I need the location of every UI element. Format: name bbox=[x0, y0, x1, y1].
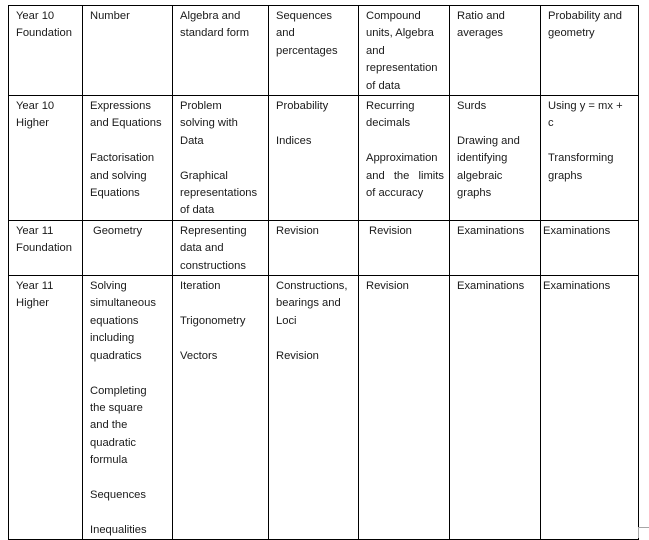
cell-line: Drawing and bbox=[457, 134, 520, 147]
row-header-year10-foundation bbox=[9, 6, 83, 96]
cell-line: and bbox=[276, 27, 295, 40]
cell-line: Year 10 bbox=[16, 10, 55, 22]
blank-line bbox=[276, 115, 353, 132]
table-row bbox=[9, 220, 639, 275]
cell-line: Expressions bbox=[90, 100, 151, 113]
table-cell bbox=[269, 96, 359, 221]
table-cell bbox=[450, 220, 541, 275]
cell-line: decimals bbox=[366, 117, 411, 130]
cell-line: identifying bbox=[457, 152, 508, 165]
cell-line: Approximation bbox=[366, 152, 438, 165]
blank-line bbox=[276, 330, 353, 347]
page-corner-marker bbox=[638, 527, 649, 538]
cell-line: of accuracy bbox=[366, 187, 424, 200]
blank-line bbox=[90, 133, 167, 150]
table-cell bbox=[173, 96, 269, 221]
table-cell bbox=[173, 6, 269, 96]
curriculum-table bbox=[8, 5, 639, 540]
cell-line: quadratics bbox=[90, 349, 142, 362]
cell-line: and Equations bbox=[90, 117, 162, 130]
table-cell bbox=[269, 276, 359, 540]
cell-line: Trigonometry bbox=[180, 314, 246, 327]
cell-line: geometry bbox=[548, 27, 595, 40]
cell-line: Probability and bbox=[548, 10, 623, 22]
cell-line: c bbox=[548, 117, 554, 130]
table-cell bbox=[83, 96, 173, 221]
cell-line: equations bbox=[90, 314, 139, 327]
table-cell bbox=[541, 276, 639, 540]
cell-line: constructions bbox=[180, 259, 246, 272]
cell-line: Examinations bbox=[543, 280, 611, 293]
cell-line: Using y = mx + bbox=[548, 100, 623, 113]
table-row bbox=[9, 276, 639, 540]
cell-line: Foundation bbox=[16, 27, 72, 40]
cell-line: Ratio and bbox=[457, 10, 505, 22]
cell-line: Year 11 bbox=[16, 280, 54, 293]
cell-line: Number bbox=[90, 10, 130, 22]
cell-line: Problem bbox=[180, 100, 222, 113]
cell-line: Loci bbox=[276, 314, 297, 327]
table-cell bbox=[173, 220, 269, 275]
cell-line: Examinations bbox=[457, 280, 525, 293]
cell-line: Factorisation bbox=[90, 152, 155, 165]
table-cell bbox=[359, 220, 450, 275]
cell-line: Foundation bbox=[16, 242, 72, 255]
cell-line: simultaneous bbox=[90, 297, 156, 310]
cell-line: standard form bbox=[180, 27, 250, 40]
table-cell bbox=[269, 220, 359, 275]
cell-line: Transforming bbox=[548, 152, 614, 165]
row-header-year11-higher bbox=[9, 276, 83, 540]
cell-line: Higher bbox=[16, 117, 49, 130]
table-cell bbox=[359, 96, 450, 221]
cell-line: Sequences bbox=[90, 488, 146, 501]
table-cell bbox=[173, 276, 269, 540]
cell-line: Probability bbox=[276, 100, 329, 113]
cell-line: solving with bbox=[180, 117, 238, 130]
table-cell bbox=[450, 276, 541, 540]
table-cell bbox=[450, 6, 541, 96]
cell-line: Sequences bbox=[276, 10, 332, 22]
cell-line: Examinations bbox=[543, 224, 611, 237]
row-header-year10-higher bbox=[9, 96, 83, 221]
cell-line: Solving bbox=[90, 280, 127, 293]
cell-line: algebraic bbox=[457, 169, 503, 182]
cell-line: Constructions, bbox=[276, 280, 348, 293]
cell-line: Revision bbox=[369, 224, 412, 237]
blank-line bbox=[90, 365, 167, 382]
cell-line: Recurring bbox=[366, 100, 415, 113]
cell-line: Representing bbox=[180, 224, 247, 237]
cell-line: the square bbox=[90, 401, 143, 414]
cell-line: including bbox=[90, 332, 135, 345]
table-cell bbox=[541, 96, 639, 221]
cell-line: and solving bbox=[90, 169, 147, 182]
blank-line bbox=[90, 470, 167, 487]
cell-line: and the limits bbox=[366, 169, 444, 182]
blank-line bbox=[180, 150, 263, 167]
cell-line: Year 10 bbox=[16, 100, 55, 113]
cell-line: of data bbox=[366, 79, 401, 92]
cell-line: graphs bbox=[457, 187, 492, 200]
cell-line: Surds bbox=[457, 100, 487, 113]
cell-line: Geometry bbox=[93, 224, 143, 237]
table-row bbox=[9, 96, 639, 221]
cell-line: quadratic bbox=[90, 436, 137, 449]
cell-line: Completing bbox=[90, 384, 147, 397]
cell-line: Graphical bbox=[180, 169, 228, 182]
cell-line: Revision bbox=[276, 349, 319, 362]
cell-line: Year 11 bbox=[16, 224, 54, 237]
blank-line bbox=[457, 115, 535, 132]
table-cell bbox=[359, 6, 450, 96]
blank-line bbox=[366, 133, 444, 150]
cell-line: of data bbox=[180, 204, 215, 217]
cell-line: Algebra and bbox=[180, 10, 241, 22]
row-header-year11-foundation bbox=[9, 220, 83, 275]
cell-line: Revision bbox=[276, 224, 319, 237]
cell-line: formula bbox=[90, 454, 128, 467]
table-cell bbox=[269, 6, 359, 96]
cell-line: Iteration bbox=[180, 280, 221, 293]
cell-line: percentages bbox=[276, 44, 338, 57]
table-row bbox=[9, 6, 639, 96]
cell-line: units, Algebra bbox=[366, 27, 434, 40]
cell-line: Inequalities bbox=[90, 523, 147, 536]
table-cell bbox=[541, 6, 639, 96]
blank-line bbox=[90, 504, 167, 521]
table-cell bbox=[541, 220, 639, 275]
table-cell bbox=[83, 276, 173, 540]
cell-line: Compound bbox=[366, 10, 421, 22]
cell-line: Data bbox=[180, 134, 204, 147]
table-cell bbox=[83, 220, 173, 275]
table-cell bbox=[83, 6, 173, 96]
cell-line: Vectors bbox=[180, 349, 218, 362]
cell-line: graphs bbox=[548, 169, 583, 182]
cell-line: bearings and bbox=[276, 297, 341, 310]
blank-line bbox=[180, 295, 263, 312]
cell-line: and bbox=[366, 44, 385, 57]
table-cell bbox=[450, 96, 541, 221]
cell-line: Indices bbox=[276, 134, 312, 147]
table-cell bbox=[359, 276, 450, 540]
cell-line: Examinations bbox=[457, 224, 525, 237]
cell-line: and the bbox=[90, 419, 128, 432]
cell-line: Equations bbox=[90, 187, 140, 200]
cell-line: Higher bbox=[16, 297, 49, 310]
cell-line: data and bbox=[180, 242, 224, 255]
blank-line bbox=[180, 330, 263, 347]
cell-line: averages bbox=[457, 27, 504, 40]
cell-line: representations bbox=[180, 187, 258, 200]
cell-line: Revision bbox=[366, 280, 409, 293]
cell-line: representation bbox=[366, 62, 438, 75]
blank-line bbox=[548, 133, 633, 150]
